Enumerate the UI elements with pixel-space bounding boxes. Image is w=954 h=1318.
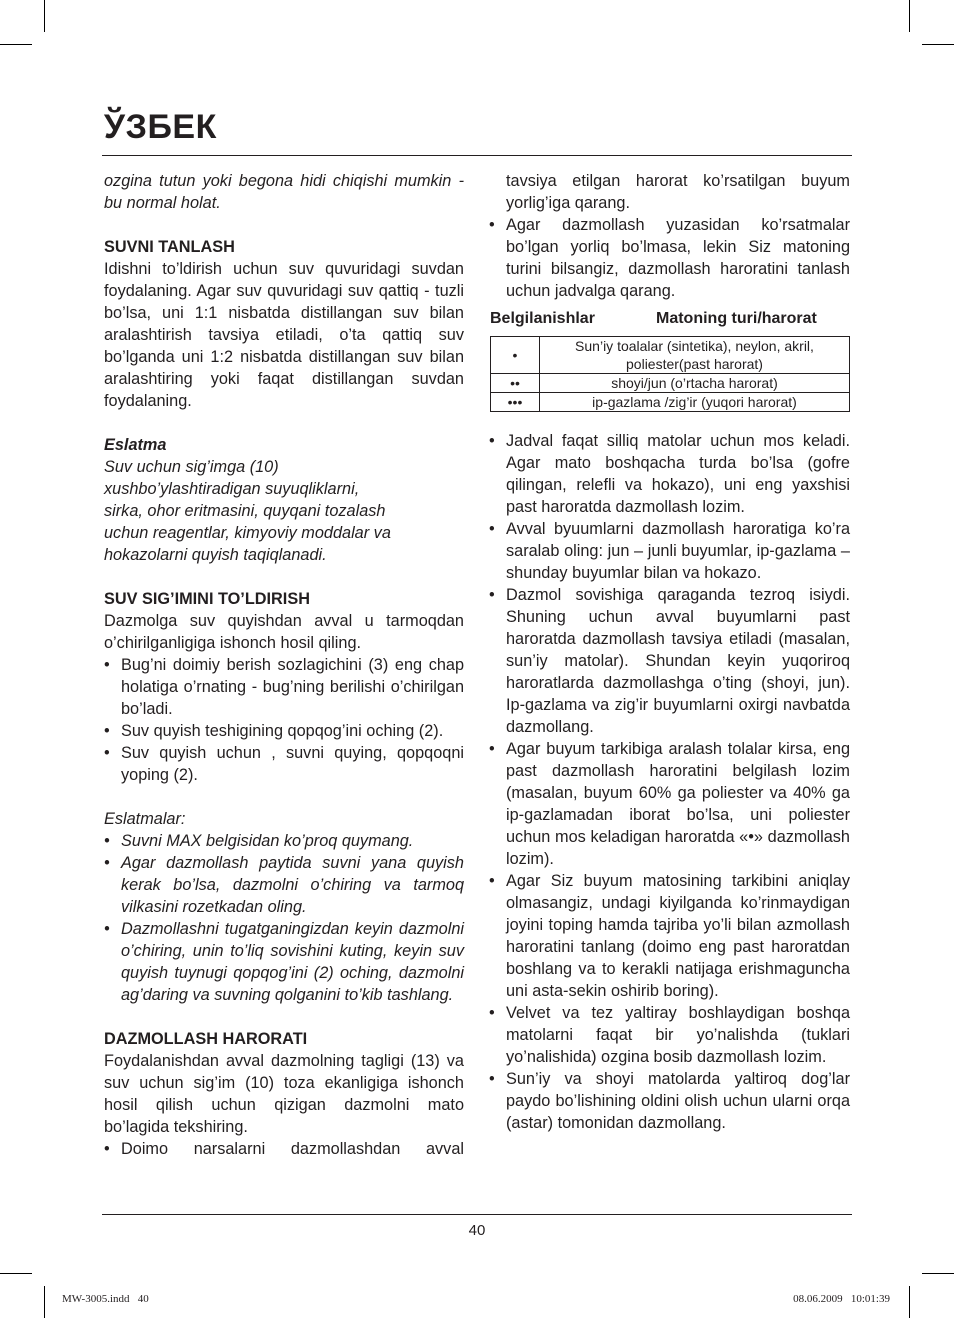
crop-mark bbox=[909, 1286, 910, 1318]
intro-text: ozgina tutun yoki begona hidi chiqishi mumkin - bu normal holat. bbox=[104, 172, 464, 212]
fill-text: Dazmolga suv quyishdan avval u tarmoqdan o’chirilganligiga ishonch hosil qiling. bbox=[104, 612, 464, 652]
list-item: • Agar dazmollash paytida suvni yana quyish kerak bo’lsa, dazmolni o’chiring va tarmoq vilkasini rozetkadan oling. bbox=[104, 852, 464, 918]
table-cell-symbol: •• bbox=[491, 374, 540, 393]
water-text: Idishni to’ldirish uchun suv quvuridagi suvdan foydalaning. Agar suv quvuridagi suv qattiq - tuzli bo’lsa, uni 1:1 nisbatda distillangan suv bilan aralashtirish tavsiya etiladi, o’ta qattiq suv bo’lganda uni 1:2 nisbatda distillangan suv bilan aralashtiring yoki faqat distillangan suvdan foydalaning. bbox=[104, 260, 464, 410]
table-column-header-fabric: Matoning turi/harorat bbox=[656, 310, 817, 327]
list-item: • Agar dazmollash yuzasidan ko’rsatmalar bo’lgan yorliq bo’lmasa, lekin Siz matoning turini bilsangiz, dazmollash haroratini tanlash uchun jadvalga qarang. bbox=[489, 214, 850, 302]
crop-mark bbox=[922, 44, 954, 45]
section-heading-fill: SUV SIG’IMINI TO’LDIRISH bbox=[104, 590, 310, 608]
table-cell-symbol: • bbox=[491, 337, 540, 374]
table-row bbox=[491, 393, 850, 412]
continued-text: tavsiya etilgan harorat ko’rsatilgan buyum yorlig’iga qarang. bbox=[506, 172, 850, 212]
list-item: • Dazmollashni tugatganingizdan keyin dazmolni o’chiring, unin to’liq sovishini kuting, keyin suv quyish tuynugi qopqog’ini (2) oching, dazmolni ag’daring va suvning qolganini to’kib tashlang. bbox=[104, 918, 464, 1006]
crop-mark bbox=[909, 0, 910, 32]
note-line: hokazolarni quyish taqiqlanadi. bbox=[104, 546, 327, 564]
header-rule bbox=[102, 155, 852, 156]
temperature-text: Foydalanishdan avval dazmolning tagligi (13) va suv uchun sig’im (10) toza ekanligiga ishonch hosil qilish uchun qizigan dazmolni mato bo’lagida tekshiring. bbox=[104, 1052, 464, 1136]
note-line: uchun reagentlar, kimyoviy moddalar va bbox=[104, 524, 391, 542]
table-row bbox=[491, 337, 850, 374]
list-item: • Suv quyish teshigining qopqog’ini oching (2). bbox=[104, 720, 464, 742]
list-item: • Bug’ni doimiy berish sozlagichini (3) eng chap holatiga o’rnating - bug’ning berilishi o’chirilgan bo’ladi. bbox=[104, 654, 464, 720]
page-number: 40 bbox=[468, 1222, 486, 1239]
table-column-header-symbols: Belgilanishlar bbox=[490, 310, 595, 327]
crop-mark bbox=[44, 0, 45, 32]
temperature-table bbox=[490, 336, 850, 412]
notes-heading: Eslatmalar: bbox=[104, 810, 186, 828]
slug-date-time: 08.06.2009 10:01:39 bbox=[793, 1293, 890, 1305]
list-item: • Doimo narsalarni dazmollashdan avval bbox=[104, 1138, 464, 1160]
list-item: • Jadval faqat silliq matolar uchun mos keladi. Agar mato boshqacha turda bo’lsa (gofre qilingan, relefli va hokazo), uni eng yaxshisi past haroratda dazmollash lozim. bbox=[489, 430, 850, 518]
list-item: • Avval byuumlarni dazmollash haroratiga ko’ra saralab oling: jun – junli buyumlar, ip-gazlama – shunday buyumlar bilan va hokazo. bbox=[489, 518, 850, 584]
list-item: • Sun’iy va shoyi matolarda yaltiroq dog’lar paydo bo’lishining oldini olish uchun ularni orqa (astar) tomonidan dazmollang. bbox=[489, 1068, 850, 1134]
list-item: • Suvni MAX belgisidan ko’proq quymang. bbox=[104, 830, 464, 852]
list-item: • Suv quyish uchun , suvni quying, qopqoqni yoping (2). bbox=[104, 742, 464, 786]
left-column bbox=[104, 170, 464, 1160]
note-line: sirka, ohor eritmasini, quyqani tozalash bbox=[104, 502, 386, 520]
page-title: ЎЗБЕК bbox=[104, 108, 217, 146]
right-column bbox=[490, 170, 850, 1134]
list-item: • Dazmol sovishiga qaraganda tezroq isiydi. Shuning uchun avval buyumlarni past haroratda dazmollash tavsiya etiladi (masalan, sun’iy matolar). Shundan keyin yuqoriroq haroratlarda dazmollashga o’ting (shoyi, jun). Ip-gazlama va zig’ir buyumlarni oxirgi navbatda dazmollang. bbox=[489, 584, 850, 738]
crop-mark bbox=[44, 1286, 45, 1318]
section-heading-temperature: DAZMOLLASH HARORATI bbox=[104, 1030, 308, 1048]
list-item: • Velvet va tez yaltiray boshlaydigan boshqa matolarni faqat bir yo’nalishda (tuklari yo’nalishida) ozgina bosib dazmollash lozim. bbox=[489, 1002, 850, 1068]
note-heading: Eslatma bbox=[104, 436, 167, 454]
table-cell-fabric: shoyi/jun (o’rtacha harorat) bbox=[540, 374, 850, 393]
note-line: xushbo’ylashtiradigan suyuqliklarni, bbox=[104, 480, 360, 498]
section-heading-water: SUVNI TANLASH bbox=[104, 238, 235, 256]
table-header bbox=[490, 308, 850, 330]
table-cell-fabric: ip-gazlama /zig’ir (yuqori harorat) bbox=[540, 393, 850, 412]
crop-mark bbox=[0, 1273, 32, 1274]
list-item: • Agar buyum tarkibiga aralash tolalar kirsa, eng past dazmollash haroratini belgilash lozim (masalan, buyum 60% ga poliester va 40% ga ip-gazlamadan iborat bo’lsa, uni poliester uchun mos keladigan haroratda «•» dazmollash lozim). bbox=[489, 738, 850, 870]
crop-mark bbox=[0, 44, 32, 45]
table-cell-fabric: Sun’iy toalalar (sintetika), neylon, akril, poliester(past harorat) bbox=[540, 337, 850, 374]
slug-file-info: MW-3005.indd 40 bbox=[62, 1293, 149, 1305]
list-item: • Agar Siz buyum matosining tarkibini aniqlay olmasangiz, undagi kiyilganda ko’rinmaydigan joyini toping hamda tajriba yo’li bilan azmollash haroratini tanlang (doimo eng past haroratdan boshlang va to kerakli natijaga erishmaguncha uni asta-sekin oshirib boring). bbox=[489, 870, 850, 1002]
table-row bbox=[491, 374, 850, 393]
footer-rule bbox=[102, 1214, 852, 1215]
note-line: Suv uchun sig’imga (10) bbox=[104, 458, 279, 476]
table-cell-symbol: ••• bbox=[491, 393, 540, 412]
crop-mark bbox=[922, 1273, 954, 1274]
